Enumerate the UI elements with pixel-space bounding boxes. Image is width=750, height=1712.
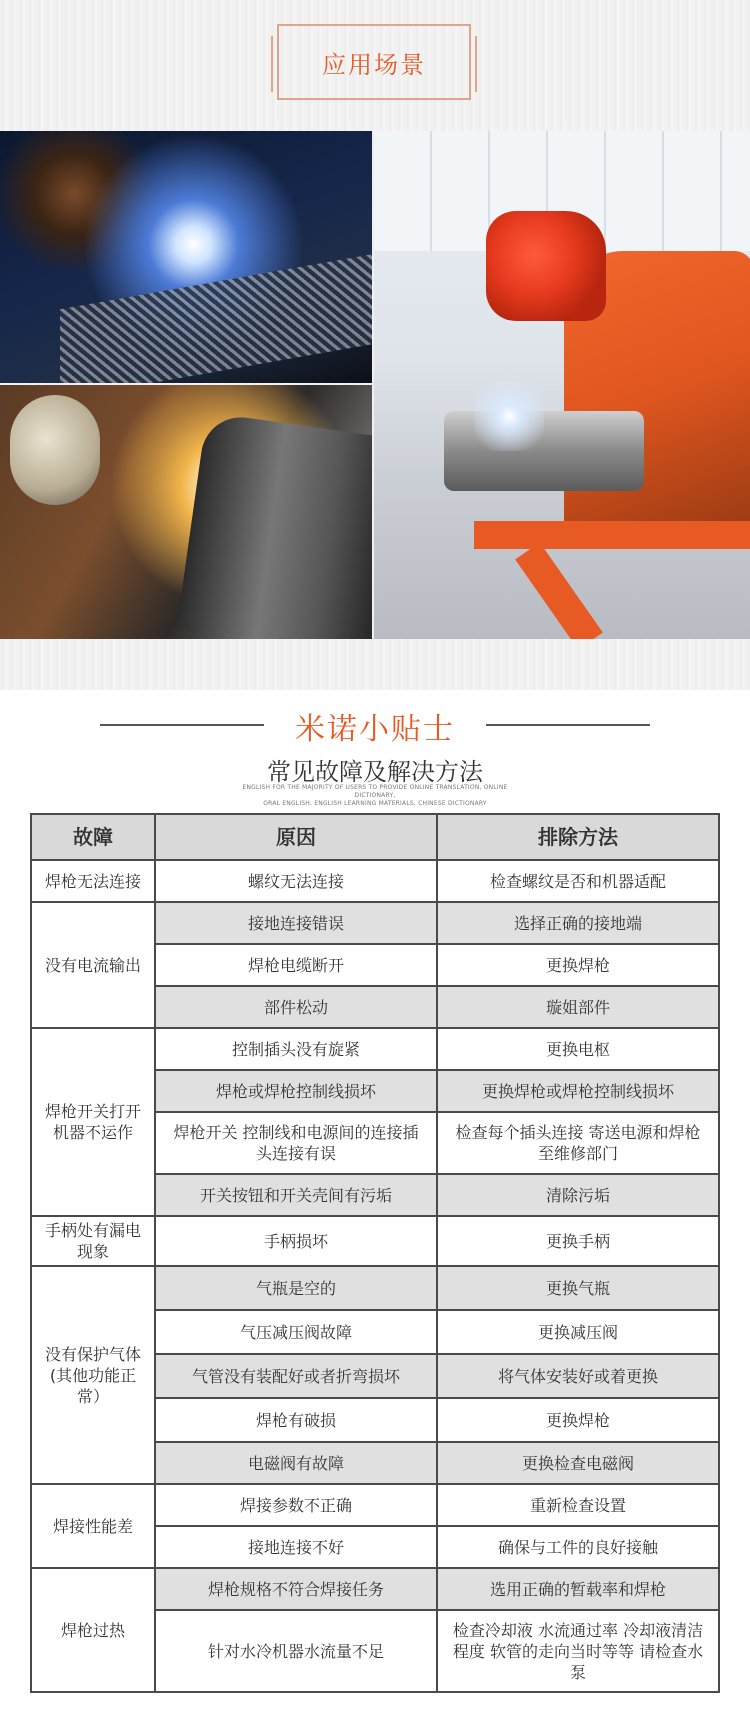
cause-cell: 电磁阀有故障 [155,1442,437,1484]
table-row [31,1216,719,1266]
fix-cell: 检查冷却液 水流通过率 冷却液清洁程度 软管的走向当时等等 请检查水泵 [437,1610,719,1692]
fix-cell: 清除污垢 [437,1174,719,1216]
cause-cell: 气瓶是空的 [155,1266,437,1310]
fix-cell: 璇姐部件 [437,986,719,1028]
table-row [31,1028,719,1070]
fault-cell: 焊枪开关打开机器不运作 [31,1028,155,1216]
fine-print-line-1: ENGLISH FOR THE MAJORITY OF USERS TO PROVIDE ONLINE TRANSLATION, ONLINE DICTIONARY, [242,784,508,799]
table-row [31,902,719,944]
header-fix: 排除方法 [437,814,719,860]
fine-print [230,784,520,808]
fix-cell: 重新检查设置 [437,1484,719,1526]
fix-cell: 更换手柄 [437,1216,719,1266]
scene-title [277,24,471,100]
section-subtitle: 常见故障及解决方法 [267,758,483,786]
table-row [31,1568,719,1610]
workshop-welding-photo [374,131,750,639]
table-header-row [31,814,719,860]
fix-cell: 检查螺纹是否和机器适配 [437,860,719,902]
tips-title: 米诺小贴士 [295,712,455,747]
cause-cell: 气压减压阀故障 [155,1310,437,1354]
fix-cell: 检查每个插头连接 寄送电源和焊枪至维修部门 [437,1112,719,1174]
tube-welding-photo [0,131,372,383]
fault-cell: 焊枪无法连接 [31,860,155,902]
header-fault: 故障 [31,814,155,860]
cause-cell: 焊枪或焊枪控制线损坏 [155,1070,437,1112]
cause-cell: 开关按钮和开关壳间有污垢 [155,1174,437,1216]
cause-cell: 接地连接错误 [155,902,437,944]
header-cause: 原因 [155,814,437,860]
fault-table [30,813,720,1693]
fix-cell: 选用正确的暂载率和焊枪 [437,1568,719,1610]
weld-spark [474,381,544,451]
fix-cell: 更换检查电磁阀 [437,1442,719,1484]
cause-cell: 部件松动 [155,986,437,1028]
cause-cell: 针对水冷机器水流量不足 [155,1610,437,1692]
divider-left [100,724,264,726]
perforated-sheet [60,253,372,383]
cause-cell: 焊枪电缆断开 [155,944,437,986]
fix-cell: 更换电枢 [437,1028,719,1070]
welding-mask [486,211,606,321]
fix-cell: 更换焊枪 [437,1398,719,1442]
fix-cell: 选择正确的接地端 [437,902,719,944]
welder-helmet [10,395,100,505]
scene-title-text: 应用场景 [322,50,426,79]
fix-cell: 确保与工件的良好接触 [437,1526,719,1568]
table-row [31,1266,719,1310]
fix-cell: 更换气瓶 [437,1266,719,1310]
fine-print-line-2: ORAL ENGLISH, ENGLISH LEARNING MATERIALS, CHINESE DICTIONARY [263,800,487,807]
cause-cell: 控制插头没有旋紧 [155,1028,437,1070]
steel-pipe [175,412,372,639]
fix-cell: 将气体安装好或着更换 [437,1354,719,1398]
fault-cell: 焊枪过热 [31,1568,155,1692]
pipe-welding-photo [0,385,372,639]
fault-cell: 没有电流输出 [31,902,155,1028]
cause-cell: 接地连接不好 [155,1526,437,1568]
cause-cell: 气管没有装配好或者折弯损坏 [155,1354,437,1398]
fix-cell: 更换焊枪或焊枪控制线损坏 [437,1070,719,1112]
table-row [31,860,719,902]
divider-right [486,724,650,726]
cause-cell: 焊枪规格不符合焊接任务 [155,1568,437,1610]
fix-cell: 更换减压阀 [437,1310,719,1354]
cause-cell: 焊枪有破损 [155,1398,437,1442]
fault-cell: 手柄处有漏电现象 [31,1216,155,1266]
work-table-leg [515,542,603,639]
fix-cell: 更换焊枪 [437,944,719,986]
cause-cell: 焊接参数不正确 [155,1484,437,1526]
table-row [31,1484,719,1526]
cause-cell: 手柄损坏 [155,1216,437,1266]
cause-cell: 螺纹无法连接 [155,860,437,902]
cause-cell: 焊枪开关 控制线和电源间的连接插头连接有误 [155,1112,437,1174]
fault-cell: 焊接性能差 [31,1484,155,1568]
work-table [474,521,750,549]
fault-cell: 没有保护气体(其他功能正常） [31,1266,155,1484]
tips-header [0,704,750,747]
